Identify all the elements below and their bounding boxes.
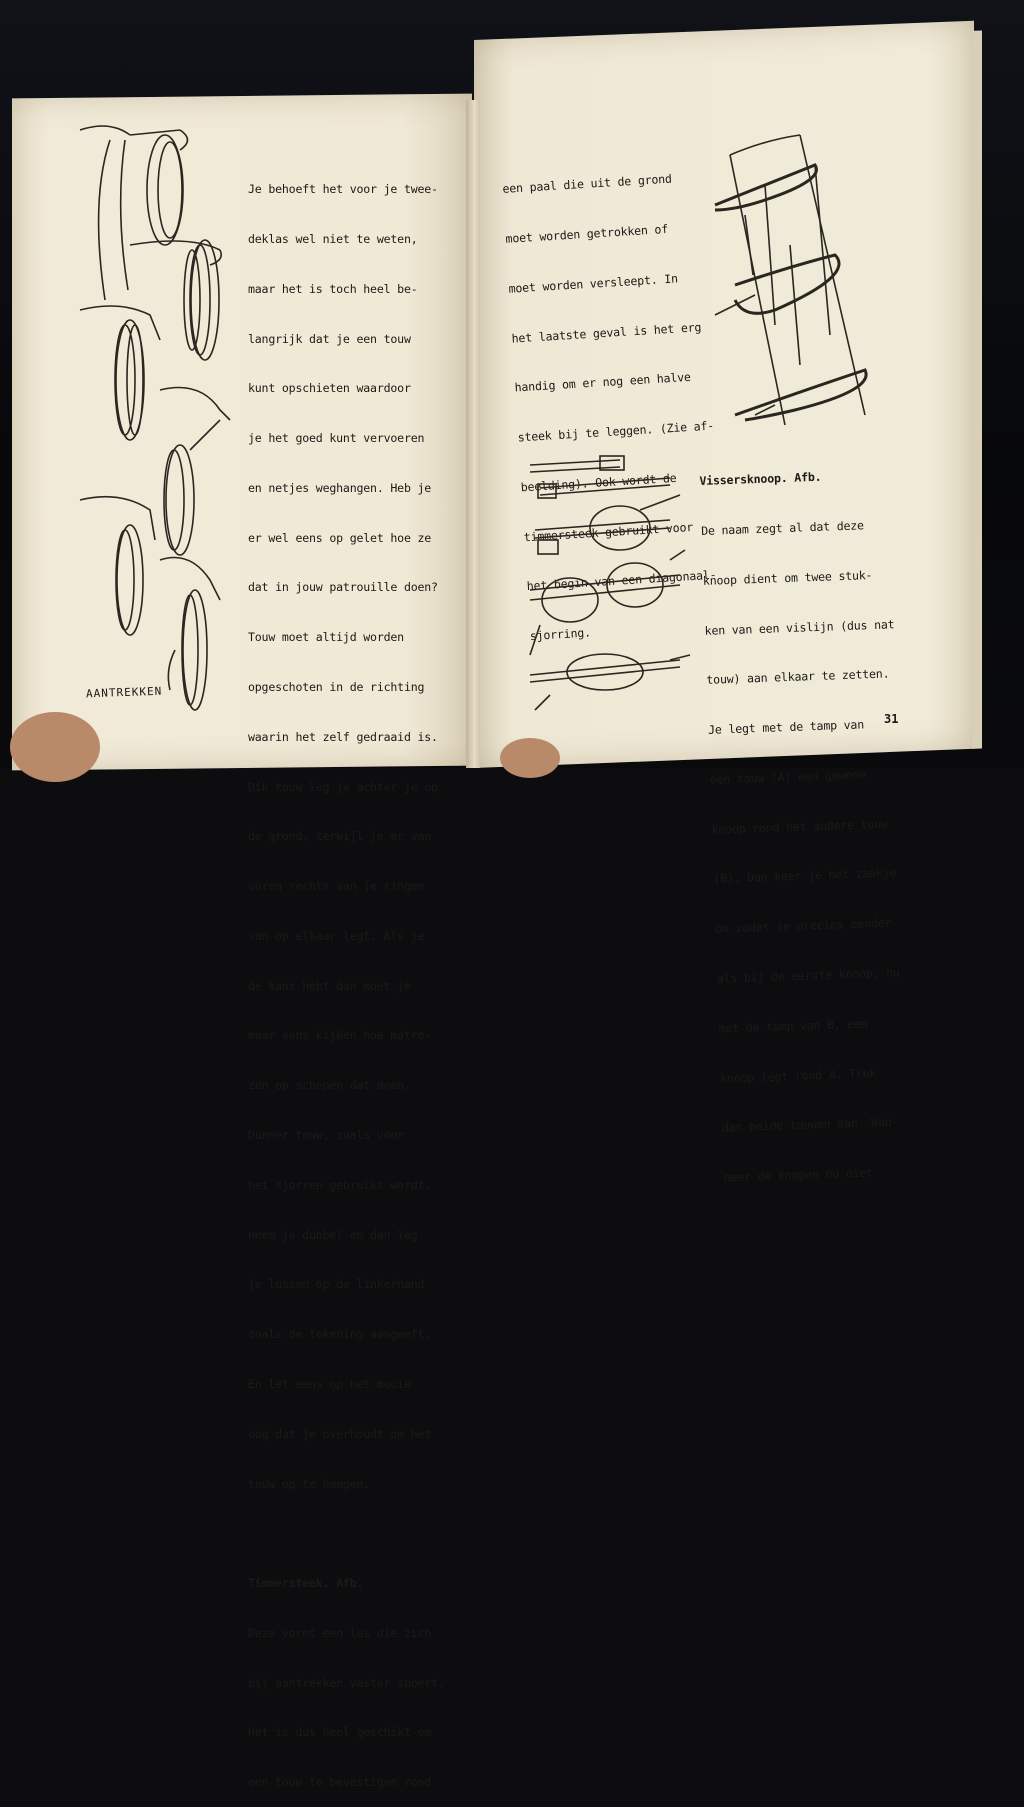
text-line: van op elkaar legt. Als je	[248, 928, 425, 943]
text-line: knoop dient om twee stuk-	[702, 567, 873, 588]
text-line: neem je dubbel en dan leg	[248, 1227, 418, 1242]
text-line: Touw moet altijd worden	[248, 630, 404, 645]
page-number: 31	[884, 712, 899, 726]
text-line: steek bij te leggen. (Zie af-	[517, 418, 715, 445]
text-line: beelding). Ook wordt de	[520, 470, 677, 495]
text-line: met de tamp van B, een	[718, 1016, 868, 1036]
section-heading: Timmersteek. Afb.	[248, 1576, 364, 1591]
text-line: timmersteek gebruikt voor	[523, 519, 694, 544]
text-line: als bij de eerste knoop, nu	[716, 965, 901, 986]
text-line: de kans hebt dan moet je	[248, 978, 411, 993]
text-line: deklas wel niet te weten,	[248, 231, 418, 246]
text-line: het sjorren gebruikt wordt,	[248, 1177, 432, 1192]
text-line: sjorring.	[529, 625, 592, 644]
text-line: Deze vormt een lus die zich	[248, 1625, 432, 1640]
text-line: (B). Dan keer je het zaakje	[713, 865, 897, 887]
section-heading: Vissersknoop. Afb.	[699, 469, 822, 489]
text-line: moet worden versleept. In	[508, 271, 679, 296]
text-line: touw) aan elkaar te zetten.	[706, 666, 890, 688]
fishermans-knot-illustration	[520, 450, 700, 720]
text-line: er wel eens op gelet hoe ze	[248, 530, 432, 545]
text-line: kunt opschieten waardoor	[248, 381, 411, 396]
text-line: Je behoeft het voor je twee-	[248, 182, 438, 197]
text-line: knoop rond het andere touw	[711, 816, 889, 837]
text-line: Dunner touw, zoals voor	[248, 1128, 404, 1143]
text-line: bij aantrekken vaster snoert.	[248, 1675, 445, 1690]
text-line: zoals de tekening aangeeft.	[248, 1327, 432, 1342]
text-line: Het is dus heel geschikt om	[248, 1725, 432, 1740]
text-line: opgeschoten in de richting	[248, 680, 425, 694]
text-line: één touw (A) een gewone	[709, 767, 866, 787]
text-line: maar eens kijken hoe matro-	[248, 1028, 432, 1043]
text-line: ken van een vislijn (dus nat	[704, 616, 895, 638]
text-line: een paal die uit de grond	[502, 171, 673, 197]
text-line: langrijk dat je een touw	[248, 331, 411, 346]
timber-hitch-illustration	[705, 125, 885, 435]
text-line: het begin van een diagonaal-	[526, 568, 717, 594]
text-line: voren rechts van je ringen	[248, 879, 425, 894]
text-line: touw op te hangen.	[248, 1476, 371, 1491]
text-line: en netjes weghangen. Heb je	[248, 480, 432, 495]
text-line: waarin het zelf gedraaid is.	[248, 729, 438, 744]
illustration-caption: AANTREKKEN	[85, 684, 163, 701]
text-line: maar het is toch heel be-	[248, 281, 418, 296]
right-text-bottom	[698, 433, 914, 1202]
right-thumb	[500, 738, 560, 778]
text-line: om zodat je precies eender	[714, 915, 892, 936]
text-line: een touw te bevestigen rond	[248, 1775, 432, 1790]
rope-coil-illustration	[70, 110, 240, 740]
left-thumb	[10, 712, 100, 782]
left-text-column	[248, 148, 445, 1807]
text-line: je lussen op de linkerhand	[248, 1277, 425, 1292]
text-line: De naam zegt al dat deze	[700, 518, 865, 538]
text-line: zen op schepen dat doen.	[248, 1078, 411, 1093]
text-line: Dik touw leg je achter je op	[248, 779, 438, 794]
text-line: Je legt met de tamp van	[707, 717, 865, 737]
book-gutter	[466, 100, 480, 768]
text-line: je het goed kunt vervoeren	[248, 431, 425, 446]
text-line: dan beide touwen aan. Wan-	[721, 1114, 899, 1135]
text-line: knoop legt rond A. Trek	[720, 1065, 877, 1086]
text-line: handig om er nog een halve	[514, 370, 692, 395]
text-line: oog dat je overhoudt om het	[248, 1426, 432, 1441]
text-line: het laatste geval is het erg	[511, 319, 702, 346]
text-line: de grond, terwijl je er van	[248, 829, 432, 844]
text-line: moet worden getrokken of	[505, 221, 669, 246]
text-line: En let eens op het mooie	[248, 1376, 411, 1391]
text-line: dat in jouw patrouille doen?	[248, 580, 438, 595]
text-line: neer de knopen nu niet	[723, 1165, 874, 1185]
